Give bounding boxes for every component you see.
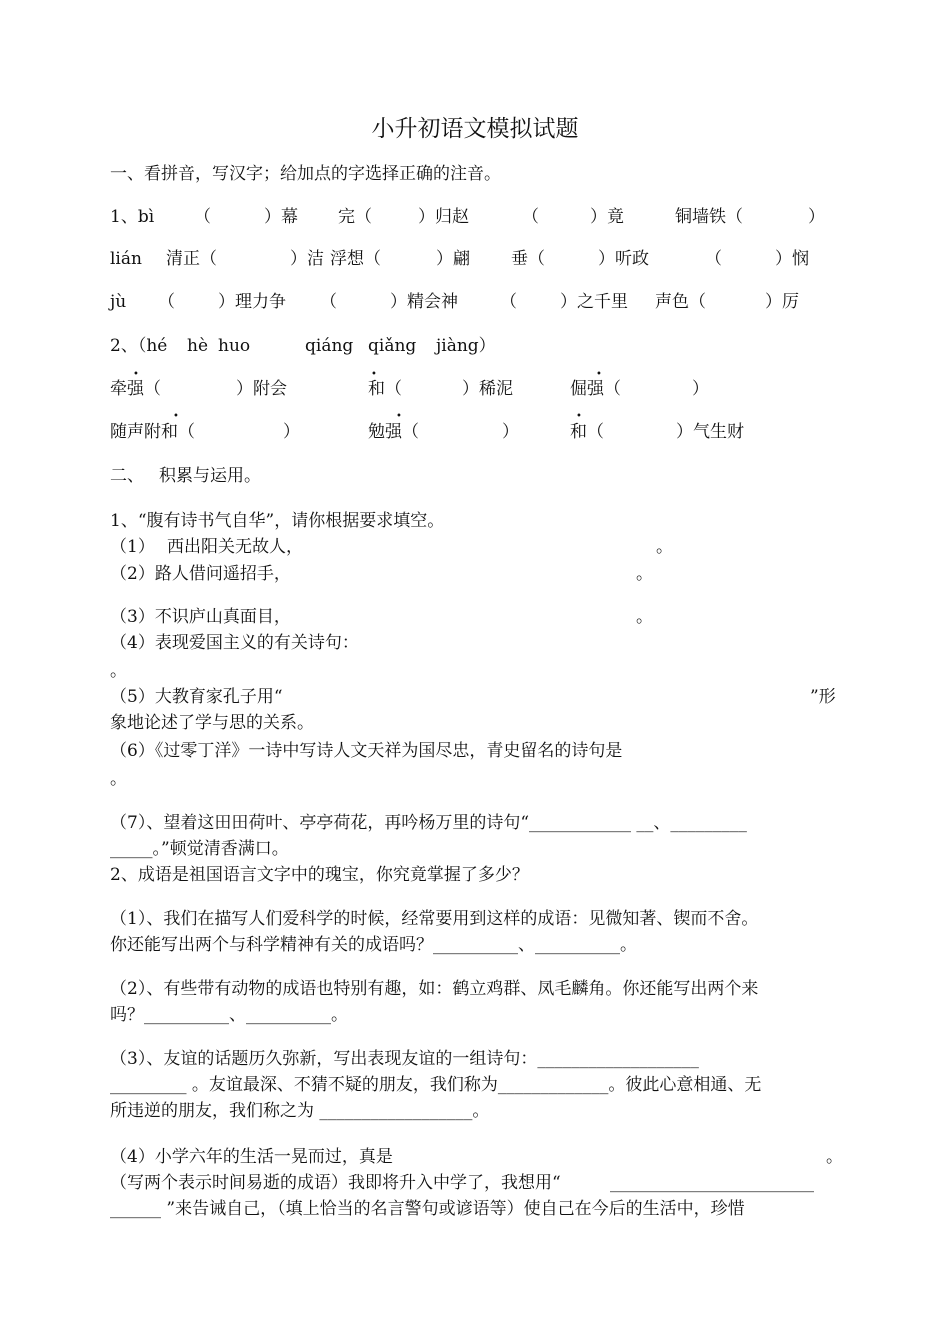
text-line-4-seg-5: jiàng） — [436, 336, 496, 356]
text-line-26-seg-0: _________ 。友谊最深、不猜不疑的朋友，我们称为_____________。彼此心意相通、无 — [110, 1075, 762, 1095]
text-line-16-seg-0: （6）《过零丁洋》一诗中写诗人文天祥为国尽忠，青史留名的诗句是 — [110, 741, 623, 761]
text-line-22-seg-0: 你还能写出两个与科学精神有关的成语吗？__________、__________。 — [110, 935, 637, 955]
text-line-29-seg-0: （写两个表示时间易逝的成语）我即将升入中学了，我想用“ — [110, 1173, 561, 1193]
text-line-3-seg-1: （ — [158, 292, 175, 312]
text-line-21-seg-0: （1）、我们在描写人们爱科学的时候，经常要用到这样的成语：见微知著、锲而不舍。 — [110, 909, 759, 929]
emphasis-dot-mark: • — [173, 411, 179, 422]
text-line-13-seg-0: 。 — [110, 661, 127, 681]
text-line-5-seg-2: 和（ — [368, 379, 402, 399]
text-line-11-seg-0: （3）不识庐山真面目， — [110, 607, 291, 627]
text-line-1-seg-4: ）归赵 — [418, 207, 469, 227]
text-line-28-seg-1: 。 — [826, 1147, 843, 1167]
text-line-1-seg-1: （ — [194, 207, 211, 227]
text-line-9-seg-0: （1） — [110, 537, 155, 557]
text-line-23-seg-0: （2）、有些带有动物的成语也特别有趣，如：鹤立鸡群、凤毛麟角。你还能写出两个来 — [110, 979, 759, 999]
text-line-2-seg-7: （ — [705, 249, 722, 269]
text-line-4-seg-3: qiáng — [305, 336, 354, 356]
text-line-9-seg-2: 。 — [656, 537, 673, 557]
text-line-10-seg-1: 。 — [636, 564, 653, 584]
text-line-1-seg-8: ） — [808, 207, 825, 227]
text-line-2-seg-1: 清正（ — [166, 249, 217, 269]
text-line-4-seg-4: qiǎng — [368, 336, 417, 356]
text-line-3-seg-4: ）精会神 — [390, 292, 458, 312]
text-line-11-seg-1: 。 — [636, 607, 653, 627]
text-line-30-seg-0: ______ ”来告诫自己，（填上恰当的名言警句或谚语等）使自己在今后的生活中，珍惜 — [110, 1199, 745, 1219]
text-line-25-seg-0: （3）、友谊的话题历久弥新，写出表现友谊的一组诗句：___________________ — [110, 1049, 699, 1069]
text-line-0-seg-0: 一、看拼音，写汉字；给加点的字选择正确的注音。 — [110, 164, 501, 184]
text-line-18-seg-0: （7）、望着这田田荷叶、亭亭荷花，再吟杨万里的诗句“____________ __、_________ — [110, 813, 747, 833]
emphasis-dot-mark: • — [396, 411, 402, 422]
text-line-3-seg-2: ）理力争 — [218, 292, 286, 312]
text-line-1-seg-0: 1、bì — [110, 207, 155, 227]
text-line-24-seg-0: 吗？__________、__________。 — [110, 1005, 348, 1025]
text-line-20-seg-0: 2、成语是祖国语言文字中的瑰宝，你究竟掌握了多少？ — [110, 865, 529, 885]
emphasis-dot-mark: • — [371, 369, 377, 380]
text-line-14-seg-1: ”形 — [810, 687, 836, 707]
text-line-3-seg-0: jù — [110, 292, 127, 312]
emphasis-dot-mark: • — [133, 369, 139, 380]
text-line-5-seg-4: 倔强（ — [570, 379, 621, 399]
text-line-2-seg-4: ）翩 — [436, 249, 470, 269]
text-line-6-seg-4: 和（ — [570, 422, 604, 442]
text-line-1-seg-2: ）幕 — [264, 207, 298, 227]
text-line-2-seg-5: 垂（ — [511, 249, 545, 269]
text-line-2-seg-3: 浮想（ — [330, 249, 381, 269]
text-line-2-seg-0: lián — [110, 249, 142, 269]
text-line-14-seg-0: （5）大教育家孔子用“ — [110, 687, 283, 707]
text-line-6-seg-3: ） — [502, 422, 519, 442]
text-line-7-seg-1: 积累与运用。 — [159, 466, 261, 486]
text-line-15-seg-0: 象地论述了学与思的关系。 — [110, 713, 314, 733]
text-line-8-seg-0: 1、“腹有诗书气自华”，请你根据要求填空。 — [110, 511, 445, 531]
text-line-1-seg-7: 铜墙铁（ — [675, 207, 743, 227]
text-line-10-seg-0: （2）路人借问遥招手， — [110, 564, 291, 584]
text-line-3-seg-7: 声色（ — [655, 292, 706, 312]
text-line-7-seg-0: 二、 — [110, 466, 144, 486]
text-line-3-seg-3: （ — [320, 292, 337, 312]
text-line-4-seg-2: huo — [218, 336, 251, 356]
text-line-3-seg-6: ）之千里 — [560, 292, 628, 312]
text-line-4-seg-1: hè — [187, 336, 209, 356]
text-line-19-seg-0: _____。”顿觉清香满口。 — [110, 839, 289, 859]
text-line-6-seg-2: 勉强（ — [368, 422, 419, 442]
text-line-17-seg-0: 。 — [110, 769, 127, 789]
text-line-5-seg-1: ）附会 — [236, 379, 287, 399]
text-line-28-seg-0: （4）小学六年的生活一晃而过，真是 — [110, 1147, 393, 1167]
text-line-3-seg-8: ）厉 — [765, 292, 799, 312]
text-line-2-seg-2: ）洁 — [290, 249, 324, 269]
text-line-2-seg-8: ）悯 — [775, 249, 809, 269]
text-line-29-seg-1: ________________________ — [610, 1173, 814, 1193]
text-line-5-seg-0: 牵强（ — [110, 379, 161, 399]
page-title: 小升初语文模拟试题 — [371, 116, 579, 142]
text-line-9-seg-1: 西出阳关无故人， — [167, 537, 303, 557]
text-line-4-seg-0: 2、（hé — [110, 336, 168, 356]
text-line-5-seg-5: ） — [692, 379, 709, 399]
emphasis-dot-mark: • — [576, 411, 582, 422]
text-line-6-seg-0: 随声附和（ — [110, 422, 195, 442]
emphasis-dot-mark: • — [596, 369, 602, 380]
text-line-27-seg-0: 所违逆的朋友，我们称之为 __________________。 — [110, 1101, 490, 1121]
text-line-3-seg-5: （ — [500, 292, 517, 312]
text-line-6-seg-1: ） — [283, 422, 300, 442]
text-line-1-seg-5: （ — [522, 207, 539, 227]
text-line-6-seg-5: ）气生财 — [676, 422, 744, 442]
text-line-1-seg-6: ）竟 — [590, 207, 624, 227]
text-line-5-seg-3: ）稀泥 — [462, 379, 513, 399]
text-line-12-seg-0: （4）表现爱国主义的有关诗句： — [110, 633, 359, 653]
text-line-2-seg-6: ）听政 — [598, 249, 649, 269]
text-line-1-seg-3: 完（ — [338, 207, 372, 227]
